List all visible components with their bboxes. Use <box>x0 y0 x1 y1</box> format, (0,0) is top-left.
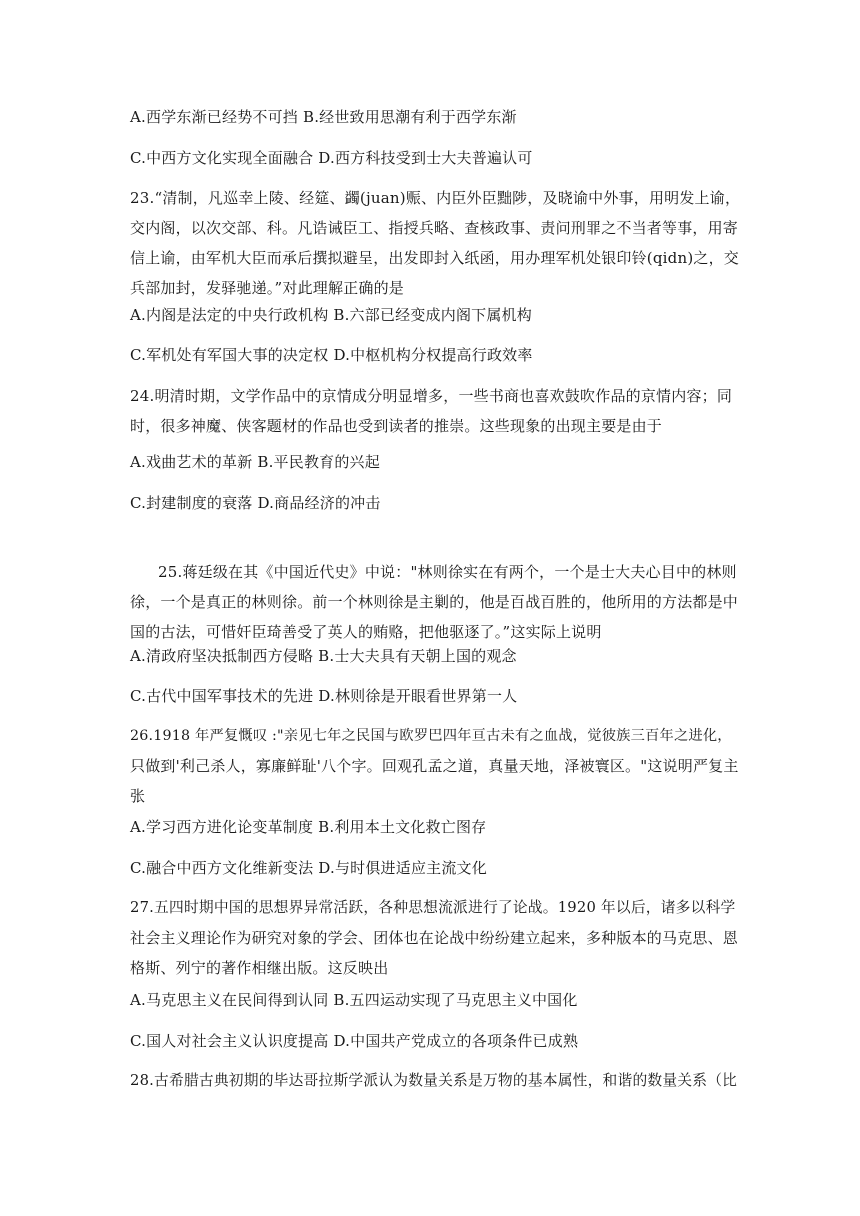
q22-options-ab: A.西学东渐已经势不可挡 B.经世致用思潮有利于西学东渐 <box>130 108 517 126</box>
q27-options-ab: A.马克思主义在民间得到认同 B.五四运动实现了马克思主义中国化 <box>130 991 578 1009</box>
q26-stem-line-2: 只做到'利己杀人，寡廉鲜耻'八个字。回观孔孟之道，真量天地，泽被寰区。"这说明严复主 <box>130 757 739 775</box>
q25-stem-line-2: 徐，一个是真正的林则徐。前一个林则徐是主剿的，他是百战百胜的，他所用的方法都是中 <box>130 593 739 611</box>
q27-stem-line-2: 社会主义理论作为研究对象的学会、团体也在论战中纷纷建立起来，多种版本的马克思、恩 <box>130 929 739 947</box>
q23-options-ab: A.内阁是法定的中央行政机构 B.六部已经变成内阁下属机构 <box>130 306 532 324</box>
q26-options-cd: C.融合中西方文化维新变法 D.与时俱进适应主流文化 <box>130 859 487 877</box>
q25-stem-line-1: 25.蒋廷级在其《中国近代史》中说："林则徐实在有两个，一个是士大夫心目中的林则 <box>158 563 737 581</box>
q24-options-ab: A.戏曲艺术的革新 B.平民教育的兴起 <box>130 453 380 471</box>
q27-options-cd: C.国人对社会主义认识度提高 D.中国共产党成立的各项条件已成熟 <box>130 1032 579 1050</box>
q23-stem-line-4: 兵部加封，发驿驰递。”对此理解正确的是 <box>130 279 404 297</box>
q24-stem-line-2: 时，很多神魔、侠客题材的作品也受到读者的推崇。这些现象的出现主要是由于 <box>130 417 663 435</box>
q23-stem-line-3: 信上谕，由军机大臣而承后撰拟避呈，出发即封入纸函，用办理军机处银印铃(qidn)之，交 <box>130 249 739 267</box>
q24-options-cd: C.封建制度的衰落 D.商品经济的冲击 <box>130 494 381 512</box>
q24-stem-line-1: 24.明清时期，文学作品中的京情成分明显增多，一些书商也喜欢鼓吹作品的京情内容；同 <box>130 387 733 405</box>
q23-options-cd: C.军机处有军国大事的决定权 D.中枢机构分权提高行政效率 <box>130 346 533 364</box>
q23-stem-line-2: 交内阁，以次交部、科。凡诰诫臣工、指授兵略、查核政事、责问刑罪之不当者等事，用寄 <box>130 219 739 237</box>
q25-options-cd: C.古代中国军事技术的先进 D.林则徐是开眼看世界第一人 <box>130 687 518 705</box>
q25-stem-line-3: 国的古法，可惜奸臣琦善受了英人的贿赂，把他驱逐了。”这实际上说明 <box>130 623 602 641</box>
q28-stem-line-1: 28.古希腊古典初期的毕达哥拉斯学派认为数量关系是万物的基本属性，和谐的数量关系（比 <box>130 1072 738 1089</box>
q27-stem-line-1: 27.五四时期中国的思想界异常活跃，各种思想流派进行了论战。1920 年以后，诸多以科学 <box>130 899 736 916</box>
q26-stem-line-1: 26.1918 年严复慨叹 :"亲见七年之民国与欧罗巴四年亘古未有之血战，觉彼族三百年之进化， <box>130 728 732 744</box>
q25-options-ab: A.清政府坚决抵制西方侵略 B.士大夫具有天朝上国的观念 <box>130 647 517 665</box>
q26-options-ab: A.学习西方进化论变革制度 B.利用本土文化救亡图存 <box>130 818 487 836</box>
q22-options-cd: C.中西方文化实现全面融合 D.西方科技受到士大夫普遍认可 <box>130 149 533 167</box>
q26-stem-line-3: 张 <box>130 787 146 805</box>
q27-stem-line-3: 格斯、列宁的著作相继出版。这反映出 <box>130 959 389 977</box>
q23-stem-line-1: 23.“清制，凡巡幸上陵、经筵、蠲(juan)赈、内臣外臣黜陟，及晓谕中外事，用明发上谕， <box>130 189 741 207</box>
